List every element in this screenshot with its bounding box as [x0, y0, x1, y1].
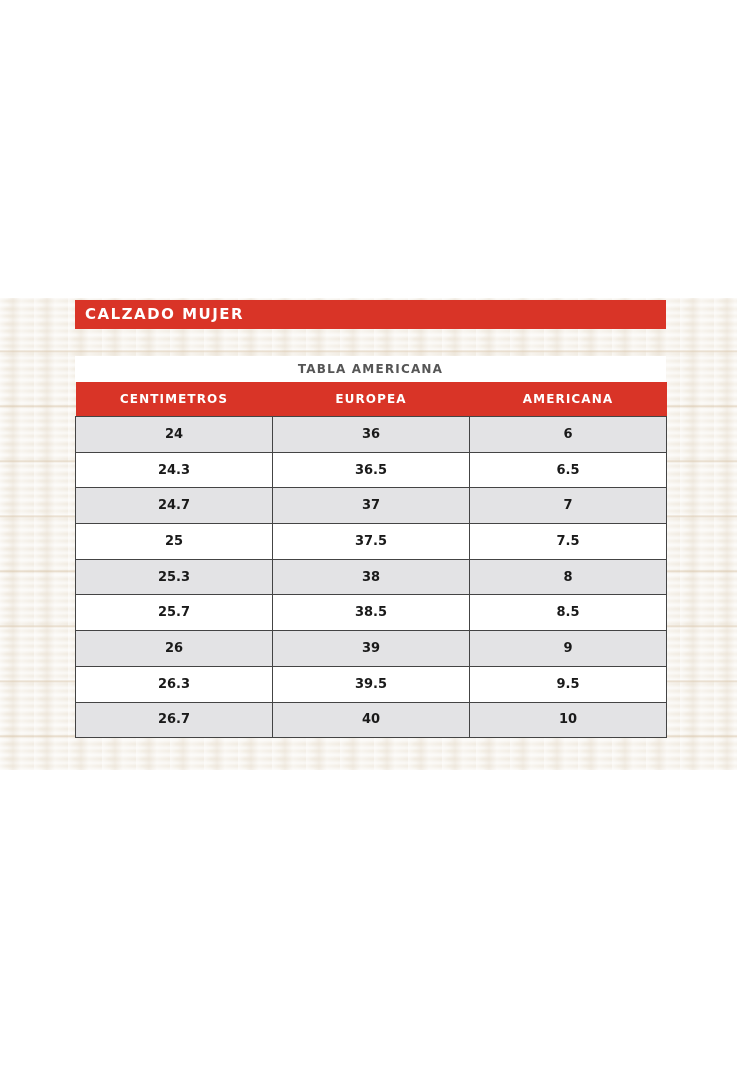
size-table — [75, 382, 667, 738]
cell-americana: 9.5 — [470, 666, 667, 702]
cell-centimetros: 26.3 — [76, 666, 273, 702]
table-row — [76, 488, 667, 524]
cell-americana: 8 — [470, 559, 667, 595]
cell-europea: 38 — [273, 559, 470, 595]
table-row — [76, 666, 667, 702]
table-row — [76, 702, 667, 738]
page-title: CALZADO MUJER — [75, 300, 666, 329]
cell-americana: 8.5 — [470, 595, 667, 631]
table-row — [76, 417, 667, 453]
cell-americana: 7.5 — [470, 524, 667, 560]
column-header-europea: EUROPEA — [273, 382, 470, 417]
column-header-centimetros: CENTIMETROS — [76, 382, 273, 417]
column-header-americana: AMERICANA — [470, 382, 667, 417]
cell-europea: 39 — [273, 631, 470, 667]
table-row — [76, 524, 667, 560]
table-row — [76, 631, 667, 667]
table-header-row — [76, 382, 667, 417]
cell-centimetros: 24.3 — [76, 452, 273, 488]
cell-centimetros: 24.7 — [76, 488, 273, 524]
cell-centimetros: 26 — [76, 631, 273, 667]
cell-centimetros: 25.7 — [76, 595, 273, 631]
cell-americana: 9 — [470, 631, 667, 667]
table-row — [76, 452, 667, 488]
table-row — [76, 559, 667, 595]
cell-centimetros: 26.7 — [76, 702, 273, 738]
cell-europea: 36.5 — [273, 452, 470, 488]
cell-europea: 37 — [273, 488, 470, 524]
cell-americana: 7 — [470, 488, 667, 524]
cell-europea: 38.5 — [273, 595, 470, 631]
cell-europea: 40 — [273, 702, 470, 738]
cell-europea: 36 — [273, 417, 470, 453]
cell-americana: 6 — [470, 417, 667, 453]
table-row — [76, 595, 667, 631]
cell-americana: 6.5 — [470, 452, 667, 488]
cell-americana: 10 — [470, 702, 667, 738]
table-subtitle: TABLA AMERICANA — [75, 356, 666, 382]
cell-europea: 39.5 — [273, 666, 470, 702]
cell-europea: 37.5 — [273, 524, 470, 560]
table-body — [76, 417, 667, 738]
cell-centimetros: 25 — [76, 524, 273, 560]
cell-centimetros: 24 — [76, 417, 273, 453]
table-header — [76, 382, 667, 417]
cell-centimetros: 25.3 — [76, 559, 273, 595]
